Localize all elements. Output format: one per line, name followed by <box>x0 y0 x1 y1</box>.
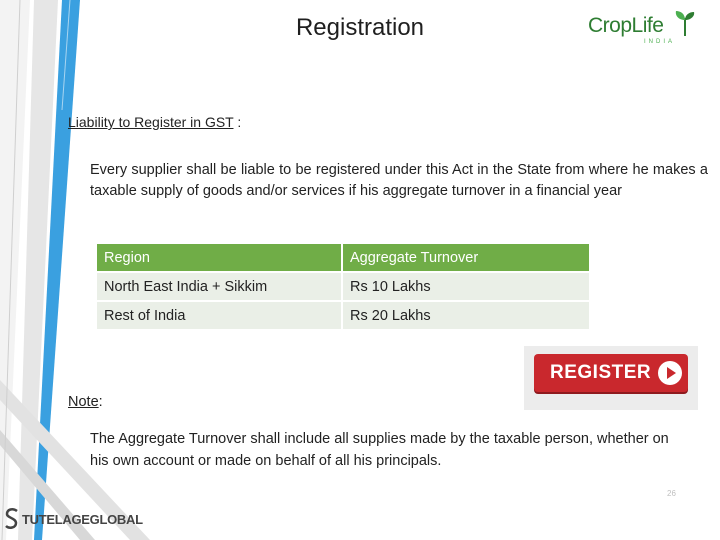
table-header-row <box>97 244 589 271</box>
play-arrow-icon <box>658 361 682 385</box>
logo-brand: CropLife <box>588 14 664 37</box>
note-paragraph: The Aggregate Turnover shall include all supplies made by the taxable person, whether on his own account or made on behalf of all his principals. <box>90 431 669 469</box>
note-label: Note <box>68 394 99 410</box>
slide-title: Registration <box>295 14 425 41</box>
register-label: REGISTER <box>550 362 652 383</box>
heading-suffix: : <box>233 114 242 130</box>
heading-text: Liability to Register in GST <box>68 114 234 130</box>
header-region: Region <box>97 244 341 271</box>
header-aggregate-turnover: Aggregate Turnover <box>343 244 589 271</box>
tutelage-s-icon <box>4 508 20 530</box>
leaf-icon <box>674 10 696 36</box>
table-row <box>97 302 589 329</box>
croplife-logo <box>586 10 696 50</box>
table-cell: North East India + Sikkim <box>97 273 341 300</box>
register-image <box>524 346 698 410</box>
table-cell: Rs 20 Lakhs <box>343 302 589 329</box>
note-suffix: : <box>98 394 103 410</box>
table-cell: Rest of India <box>97 302 341 329</box>
turnover-table <box>95 242 591 331</box>
footer-brand: TUTELAGEGLOBAL <box>22 512 143 527</box>
tutelage-global-logo <box>4 506 154 534</box>
section-heading <box>68 114 241 130</box>
register-button[interactable] <box>534 354 688 392</box>
note-heading <box>68 394 103 410</box>
liability-paragraph: Every supplier shall be liable to be registered under this Act in the State from where he makes a taxable supply of goods and/or services if his aggregate turnover in a financial year <box>90 162 708 199</box>
table-row <box>97 273 589 300</box>
table-cell: Rs 10 Lakhs <box>343 273 589 300</box>
page-number: 26 <box>667 489 676 498</box>
logo-sub: INDIA <box>644 39 676 45</box>
